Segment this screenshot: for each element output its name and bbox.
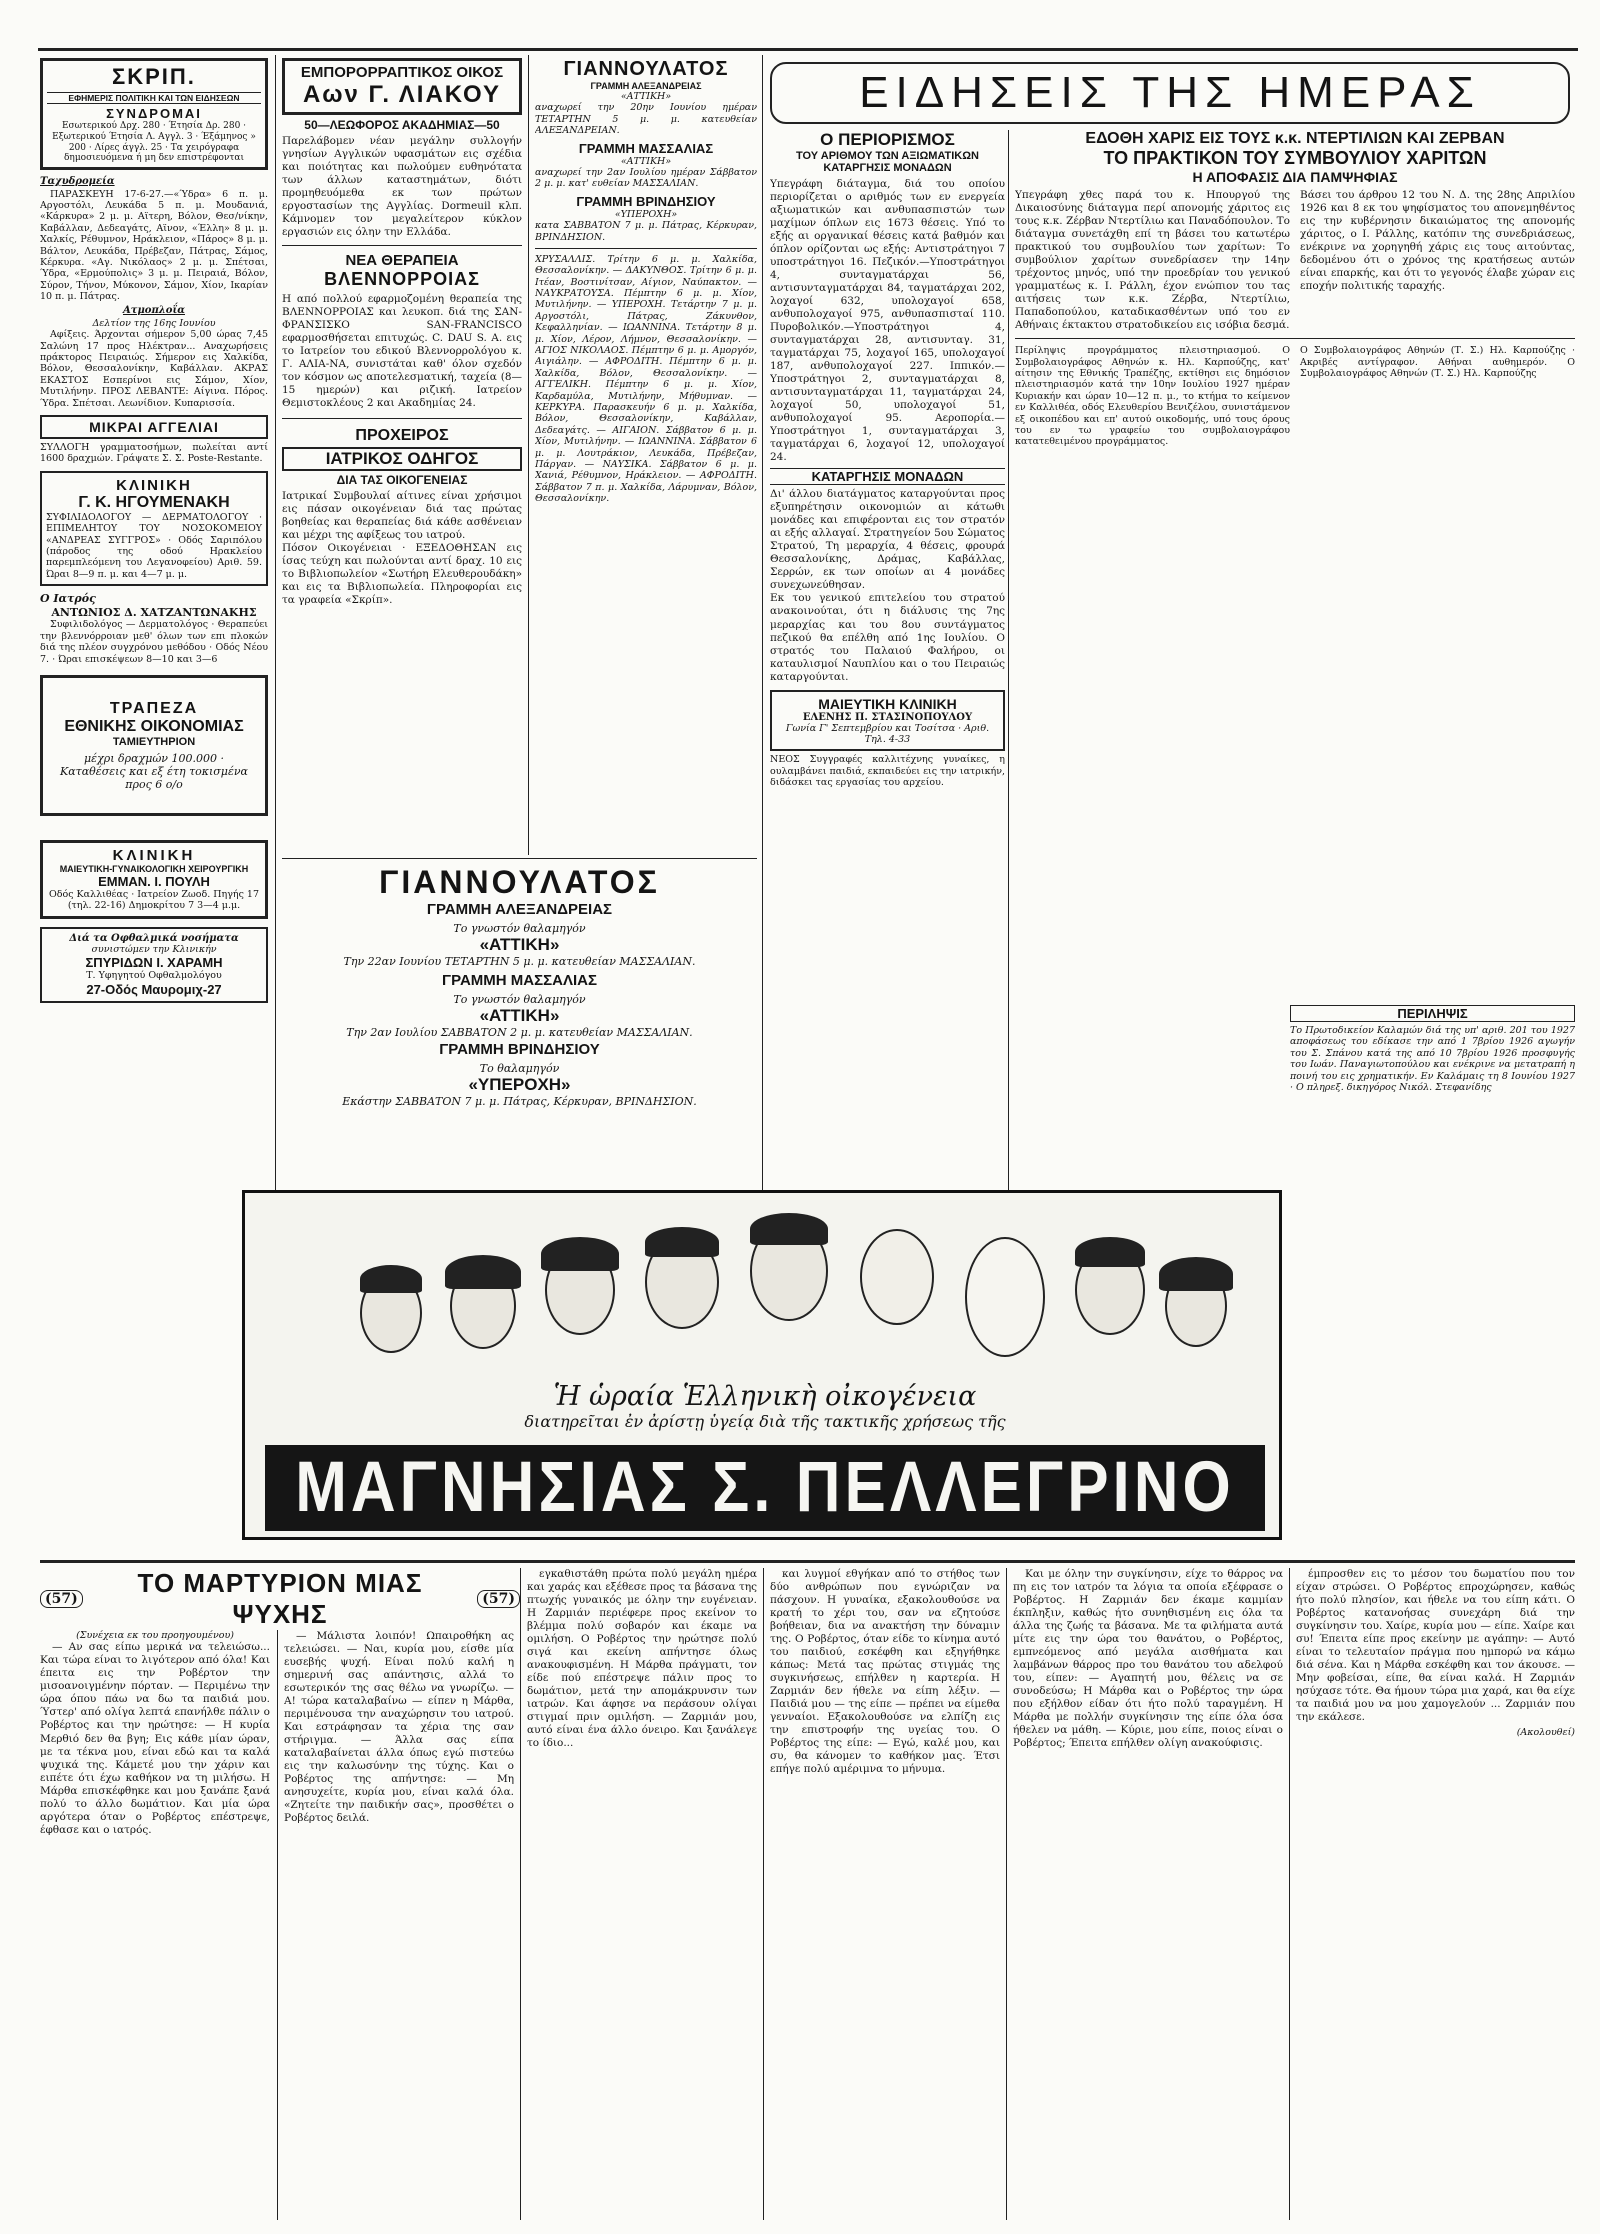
eye-text: συνιστώμεν την Κλινικήν [91, 943, 217, 955]
hair-woman-1 [445, 1255, 521, 1289]
column-3 [535, 58, 757, 853]
story-column-6 [1296, 1568, 1575, 2220]
story-column-4 [770, 1568, 1000, 2220]
g1-ship-2: «ΑΤΤΙΚΗ» [620, 155, 672, 167]
clinic-2-title: ΚΛΙΝΙΚΗ [112, 846, 196, 864]
maternity-clinic-box [770, 690, 1005, 752]
story-rule-5 [1289, 1568, 1290, 2220]
family-illustration [245, 1193, 1282, 1383]
news-title: ΕΙΔΗΣΕΙΣ ΤΗΣ ΗΜΕΡΑΣ [770, 62, 1570, 124]
banner-tagline-2: διατηρεῖται ἐν ἀρίστῃ ὑγείᾳ διὰ τῆς τακτικῆς χρήσεως τῆς [524, 1412, 1006, 1431]
mid-line-3: ΓΡΑΜΜΗ ΒΡΙΝΔΗΣΙΟΥ [439, 1041, 600, 1058]
therapy-title-1: ΝΕΑ ΘΕΡΑΠΕΙΑ [345, 252, 459, 270]
story-column-5 [1013, 1568, 1283, 2220]
doctor-name: ΑΝΤΩΝΙΟΣ Δ. ΧΑΤΖΑΝΤΩΝΑΚΗΣ [51, 605, 257, 619]
shop-title-2: Αων Γ. ΛΙΑΚΟΥ [302, 81, 502, 108]
g1-line-1: ΓΡΑΜΜΗ ΑΛΕΞΑΝΔΡΕΙΑΣ [590, 81, 702, 91]
story-continued: (Ακολουθεί) [1516, 1727, 1575, 1739]
maternity-clinic-address: Γωνία Γ' Σεπτεμβρίου και Τοσίτσα · Αριθ. Τηλ. 4-33 [785, 722, 990, 745]
steamers-heading: Ατμοπλοΐα [122, 305, 185, 317]
masthead-title: ΣΚΡΙΠ. [112, 64, 196, 89]
mid-ship-1: «ΑΤΤΙΚΗ» [479, 935, 560, 954]
doctor-heading: Ο Ιατρός [40, 592, 96, 606]
guide-text-2: Πόσον Οικογένειαι · ΕΞΕΔΟΘΗΣΑΝ εις ίσας τεύχη και πωλούνται αντί δραχ. 10 εις το Βιβλιοπωλείον «Σωτήρη Ελευθερουδάκη» και εις τα Βιβλιοπωλεία. Πληροφορίαι εις τα γραφεία «Σκρίπ». [282, 542, 522, 607]
story-rule-3 [763, 1568, 764, 2220]
face-grandmother [860, 1229, 934, 1325]
col2-rule-b [282, 418, 522, 419]
bank-text: μέχρι δραχμών 100.000 · Καταθέσεις και εξ έτη τοκισμένα προς 6 ο/ο [60, 751, 248, 791]
story-header [40, 1568, 520, 1628]
pardon-title-1: ΕΔΟΘΗ ΧΑΡΙΣ ΕΙΣ ΤΟΥΣ κ.κ. ΝΤΕΡΤΙΛΙΩΝ ΚΑΙ ΖΕΡΒΑΝ [1085, 130, 1505, 147]
trains-heading: Ταχυδρομεία [40, 176, 115, 188]
banner-product: ΜΑΓΝΗΣΙΑΣ Σ. ΠΕΛΛΕΓΡΙΝΟ [295, 1447, 1235, 1528]
bank-name-2: ΕΘΝΙΚΗΣ ΟΙΚΟΝΟΜΙΑΣ [64, 717, 244, 735]
small-ads-heading: ΜΙΚΡΑΙ ΑΓΓΕΛΙΑΙ [89, 419, 219, 435]
small-ads-text: ΣΥΛΛΟΓΗ γραμματοσήμων, πωλείται αντί 1600 δραχμών. Γράψατε Σ. Σ. Poste-Restante. [40, 442, 268, 465]
story-number-left: (57) [40, 1590, 83, 1608]
subscriptions-text: Εσωτερικού Δρχ. 280 · Έτησία Δρ. 280 · Εξωτερικού Έτησία Λ. Αγγλ. 3 · Έξάμηνος » 200 · Λίρες άγγλ. 25 · Τα χειρόγραφα δημοσιευόμενα ή μη δεν επιστρέφονται [52, 121, 256, 164]
story-title: ΤΟ ΜΑΡΤΥΡΙΟΝ ΜΙΑΣ ΨΥΧΗΣ [137, 1568, 423, 1628]
notary-text: Ο Συμβολαιογράφος Αθηνών (Τ. Σ.) Ηλ. Καρπούζης · Ακριβές αντίγραφον. Αθήναι αυθημερόν. Ο Συμβολαιογράφος Αθηνών (Τ. Σ.) Ηλ. Καρπούζης [1300, 345, 1575, 379]
mid-ship-3: «ΥΠΕΡΟΧΗ» [468, 1075, 571, 1094]
article-2-text: Δι' άλλου διατάγματος καταργούνται προς εξυπηρέτησιν οικονομιών αι κάτωθι μονάδες και επιφέρονται εις τον στρατόν αι εξής αλλαγαί. Στρατηγείον 5ου Σώματος Στρατού, Τη μεραρχία, 4 θέσεις, φρουρά Θεσσαλονίκης, Δράμας, Καβάλλας, Σερρών, εκ των οποίων αι 4 μονάδες συνεχωνεύθησαν. [770, 488, 1005, 592]
eye-name: ΣΠΥΡΙΔΩΝ Ι. ΧΑΡΑΜΗ [85, 955, 223, 971]
face-grandfather [965, 1237, 1045, 1357]
column-1 [40, 58, 268, 1188]
subscriptions-heading: ΣΥΝΔΡΟΜΑΙ [106, 106, 202, 121]
pellegrino-banner [242, 1190, 1282, 1540]
g1-line-3: ΓΡΑΜΜΗ ΒΡΙΝΔΗΣΙΟΥ [576, 193, 716, 209]
trains-text: ΠΑΡΑΣΚΕΥΗ 17-6-27.—«Ύδρα» 6 π. μ. Αργοστόλι, Λευκάδα 5 π. μ. Μουδανιά, «Κάρκυρα» 2 μ. μ. Αϊτερη, Βόλον, Θεσ/νίκην, Καβάλλαν, Δεδεαγάτς, Αϊνον, «Έλλη» 8 μ. μ. Χαλκίς, Ρέθυμνον, Ηράκλειον, «Πάρος» 8 μ. μ. Βάλτον, Λευκάδα, Πρέβεζαν, Πάτρας, Σάμος, Κέρκυρα. «Αγ. Νικόλαος» 2 μ. μ. Σπέτσαι, Ύδρα, «Ερμούπολις» 3 μ. μ. Πειραιά, Βόλον, Σύρον, Τήνον, Μύκονον, Σάμον, Χίον, Ικαρίαν 10 π. μ. Πάτρας. [40, 188, 268, 303]
clinic-1-name: Γ. Κ. ΗΓΟΥΜΕΝΑΚΗ [78, 493, 230, 511]
story-number-right: (57) [477, 1590, 520, 1608]
bank-box [40, 675, 268, 816]
col2-rule-a [282, 245, 522, 246]
right-rule [1015, 338, 1575, 339]
guide-title-2: ΙΑΤΡΙΚΟΣ ΟΔΗΓΟΣ [282, 447, 522, 471]
therapy-title-2: ΒΛΕΝΝΟΡΡΟΙΑΣ [324, 269, 480, 290]
news-masthead [770, 62, 1570, 124]
mid-sub-1: Το γνωστόν θαλαμηγόν [453, 922, 586, 935]
steamers-text: Αφίξεις. Άρχονται σήμερον 5,00 ώρας 7,45 Σαλώνη 17 προς Ηλέκτραν... Αναχωρήσεις πράκτορος Πειραιώς. Σήμερον εις Χαλκίδα, Βόλον, Θεσσαλονίκην, Καβάλλαν. ΑΚΡΑΣ ΕΚΑΣΤΟΣ Εσπερίνοι εις Σάμον, Χίον, Μυτιλήνην. ΠΡΟΣ ΛΕΒΑΝΤΕ: Αίγινα. Πόρος. Ύδρα. Σπέτσαι. Λεωνίδιον. Κυπαρισσία. [40, 329, 268, 409]
banner-tagline [395, 1381, 1135, 1441]
clinic-1-box [40, 471, 268, 586]
pardon-title-3: Η ΑΠΟΦΑΣΙΣ ΔΙΑ ΠΑΜΨΗΦΙΑΣ [1192, 169, 1398, 185]
news-column [770, 130, 1005, 1185]
hair-man-2 [645, 1227, 719, 1257]
story-column-1 [40, 1630, 270, 2220]
summary-title: ΠΕΡΙΛΗΨΙΣ [1290, 1005, 1575, 1022]
rule-3 [762, 55, 763, 1190]
small-ads-box [40, 415, 268, 439]
shop-title-1: ΕΜΠΟΡΟΡΡΑΠΤΙΚΟΣ ΟΙΚΟΣ [300, 64, 504, 81]
banner-product-bar [265, 1445, 1265, 1531]
story-text-2: — Μάλιστα λοιπόν! Ωπαιροθήκη ας τελειώσει. — Ναι, κυρία μου, είσθε μία ευσεβής ψυχή. Είναι πολύ καλή η σημερινή σας απάντησις, αλλά το εσωτερικόν της σας θέλω να γνωρίζω. — Α! τώρα καταλαβαίνω — είπεν η Μάρθα, περιμένουσα την αναχώρησιν του ιατρού. Και εστράφησαν τα χέρια της σαν στήριγμα. — Άλλα σας είπα καταλαβαίνεται άλλα όπως εγώ πιστεύω εις την καλωσύνην της τύχης. Και ο Ροβέρτος της απήντησε: — Μη ανησυχείτε, κυρία μου, είναι καλά όλα. «Ζητείτε την παιδικήν σας», προσθέτει ο Ροβέρτος δειλά. [284, 1630, 514, 1825]
mid-line-2: ΓΡΑΜΜΗ ΜΑΣΣΑΛΙΑΣ [442, 972, 597, 989]
mid-text-3: Εκάστην ΣΑΒΒΑΤΟΝ 7 μ. μ. Πάτρας, Κέρκυραν, ΒΡΙΝΔΗΣΙΟΝ. [342, 1095, 697, 1108]
mid-ship-2: «ΑΤΤΙΚΗ» [479, 1006, 560, 1025]
story-column-2 [284, 1630, 514, 2220]
pardon-title-2: ΤΟ ΠΡΑΚΤΙΚΟΝ ΤΟΥ ΣΥΜΒΟΥΛΙΟΥ ΧΑΡΙΤΩΝ [1103, 148, 1487, 168]
bank-name-1: ΤΡΑΠΕΖΑ [109, 699, 199, 717]
article-2-title: ΚΑΤΑΡΓΗΣΙΣ ΜΟΝΑΔΩΝ [770, 468, 1005, 485]
auction-text: Περίληψις προγράμματος πλειστηριασμού. Ο Συμβολαιογράφος Αθηνών κ. Ηλ. Καρπούζης, κατ' αίτησιν της Εθνικής Τραπέζης, εκτίθησι εις δημόσιον πλειστηριασμόν κατά την 10ην Ιουλίου 1927 ημέραν Κυριακήν και ώραν 10—12 π. μ., το κτήμα το κείμενον εν Καλλιθέα, οδός Ελευθερίου Βενιζέλου, συνιστάμενον εξ οικοπέδου και επ' αυτού οικοδομής, υπό τους όρους του εν τω γραφείω του συμβολαιογράφου κατατεθειμένου προγράμματος. [1015, 345, 1290, 448]
story-rule-1 [277, 1630, 278, 2220]
maternity-clinic-title: ΜΑΙΕΥΤΙΚΗ ΚΛΙΝΙΚΗ [818, 695, 957, 712]
pardon-text-1: Υπεγράφη χθες παρά του κ. Ηπουργού της Δικαιοσύνης διάταγμα περί απονομής χάριτος εις τους κ.κ. Ζέρβαν Ντερτίλιω και Παναδόπουλον. Το διάταγμα συνετάχθη επί τη βάσει του κατωτέρω πρακτικού του συμβουλίου των χαρίτων: Το συμβούλιον χαρίτων συνεδρίασεν την 14ην τρέχοντος μηνός, υπό την προεδρίαν του γενικού γραμματέως κ. Ι. Ράλλη, έχον ενώπιον του τας αιτήσεις των κ.κ. Ζέρβα, Ντερτίλιω, Παπαδοπούλου, καταδικασθέντων υπό του εν Αθήναις έκτακτου στρατοδικείου εις ισόβια δεσμά. [1015, 189, 1290, 332]
rule-2 [528, 55, 529, 855]
g1-text-1: αναχωρεί την 20ην Ιουνίου ημέραν ΤΕΤΑΡΤΗΝ 5 μ. μ. κατευθείαν ΑΛΕΞΑΝΔΡΕΙΑΝ. [535, 102, 757, 137]
rule-4 [1008, 130, 1009, 1190]
guide-title-3: ΔΙΑ ΤΑΣ ΟΙΚΟΓΕΝΕΙΑΣ [336, 473, 468, 488]
giannoulatos-title-1: ΓΙΑΝΝΟΥΛΑΤΟΣ [563, 58, 729, 80]
giannoulatos-ad [282, 864, 757, 1184]
banner-tagline-1: Ἡ ὡραία Ἑλληνικὴ οἰκογένεια [553, 1381, 977, 1412]
rule-1 [275, 55, 276, 1190]
mid-sub-3: Το θαλαμηγόν [479, 1062, 560, 1075]
mid-text-1: Την 22αν Ιουνίου ΤΕΤΑΡΤΗΝ 5 μ. μ. κατευθείαν ΜΑΣΣΑΛΙΑΝ. [343, 955, 696, 968]
story-text-1: — Αν σας είπω μερικά να τελειώσω... Και τώρα είναι το λιγότερον από όλα! Και έπειτα εις την Ροβέρτον την μισοανοιγμένην πόρταν. — Περιμένω την ώρα όπου πάω να δω τα παιδιά μου. Ύστερ' από ολίγα λεπτά επανήλθε πάλιν ο Ροβέρτος και την ηρώτησε: — Η κυρία Μερθιό δεν θα βγη; Εις κάθε μίαν ώραν, με τα τέκνα μου, είναι εδώ και τα καλά ψυχικά της. Κάμετέ μου την χάριν και ειπέτε ότι έχω καθήκον να τη μιλήσω. Η Μάρθα επισκέφθηκε και μου ξανάπε ξανά πολύ το άλλο δωμάτιον. Και μία ώρα αργότερα όταν ο Ροβέρτος επέστρεψε, έφθασε και ο ιατρός. [40, 1641, 270, 1836]
guide-title-1: ΠΡΟΧΕΙΡΟΣ [355, 427, 449, 445]
story-column-3 [527, 1568, 757, 2220]
hair-boy [1075, 1237, 1145, 1267]
masthead-box [40, 58, 268, 170]
guide-text: Ιατρικαί Συμβουλαί αίτινες είναι χρήσιμοι εις πάσαν οικογένειαν διά τας πρώτας βοηθείας και θεραπείας διά κάθε ασθένειαν και μέχρι της αφίξεως του ιατρού. [282, 490, 522, 542]
shop-address: 50—ΛΕΩΦΟΡΟΣ ΑΚΑΔΗΜΙΑΣ—50 [304, 118, 500, 132]
clinic-2-name: ΕΜΜΑΝ. Ι. ΠΟΥΛΗ [98, 873, 210, 889]
story-rule-2 [520, 1568, 521, 2220]
clinic-1-text: ΣΥΦΙΛΙΔΟΛΟΓΟΥ — ΔΕΡΜΑΤΟΛΟΓΟΥ · ΕΠΙΜΕΛΗΤΟΥ ΤΟΥ ΝΟΣΟΚΟΜΕΙΟΥ «ΑΝΔΡΕΑΣ ΣΥΓΓΡΟΣ» · Οδός Σαριπόλου (πάροδος της οδού Ηρακλείου παρεμπλεόμενη του Λεγανοφείου) Αριθ. 59. Ώραι 8—9 π. μ. και 4—7 μ. μ. [46, 511, 262, 580]
clinic-2-text: Οδός Καλλιθέας · Ιατρείον Ζωοδ. Πηγής 17 (τηλ. 22-16) Δημοκρίτου 7 3—4 μ.μ. [48, 888, 260, 912]
hair-girl [1159, 1257, 1233, 1291]
story-text-3: εγκαθιστάθη πρώτα πολύ μεγάλη ημέρα και χαράς και εξέθεσε προς τα βάσανα της πτωχής γυναικός με όλην την ευγένειαν. Η Ζαρμιάν περιέφερε προς εκείνον το βλέμμα πολύ σοβαρόν και έκαμε να ομιλήση. Ο Ροβέρτος την ηρώτησε πολύ σιγά και εκείνη απήντησε όλως ανακουφισμένη. Η Μάρθα πράγματι, τον είδε πού επέστρεψε πάλιν προς το δωμάτιον, μετά την απομάκρυνσιν των ιατρών. Και άφησε να περάσουν ολίγαι στιγμαί πριν ομιλήση. — Ζαρμιάν μου, αυτό είναι ένα άλλο όνειρο. Και ξανάλεγε το ίδιο... [527, 1568, 757, 1750]
article-3-text: Εκ του γενικού επιτελείου του στρατού ανακοινούται, ότι η διάλυσις της 7ης μεραρχίας και του 8ου συντάγματος πεζικού θα επέλθη από 1ης Ιουλίου. Ο στρατός του Παλαιού Φαλήρου, οι καταυλισμοί Ναυπλίου και ο του Πειραιώς καταργούνται. [770, 592, 1005, 683]
mid-ad-top-rule [282, 858, 757, 859]
maternity-clinic-name: ΕΛΕΝΗΣ Π. ΣΤΑΣΙΝΟΠΟΥΛΟΥ [802, 711, 973, 723]
article-1-text: Υπεγράφη διάταγμα, διά του οποίου περιορίζεται ο αριθμός των εν ενεργεία αξιωματικών και ανθυπασπιστών των μαχίμων όπλων εις 1673 θέσεις. Υπό το εξής αι οργανικαί θέσεις κατά βαθμόν και όπλον ορίζονται ως εξής: Αντιστράτηγοι 7 υποστράτηγοι 16. Πεζικόν.—Υποστράτηγοι 4, συνταγματάρχαι 56, αντισυνταγματάρχαι 84, ταγματάρχαι 202, λοχαγοί 632, υπολοχαγοί 658, ανθυπολοχαγοί 975, ανθυπασπισταί 110. Πυροβολικόν.—Υποστράτηγοι 4, συνταγματάρχαι 28, αντισυνταγ. 31, ταγματάρχαι 75, λοχαγοί 165, υπολοχαγοί 187, ανθυπολοχαγοί 227. Ιππικόν.—Υποστράτηγοι 2, συνταγματάρχαι 8, αντισυνταγματάρχαι 11, ταγματάρχαι 24, λοχαγοί 50, υπολοχαγοί 51, ανθυπολοχαγοί 95. Αεροπορία.—Υποστράτηγοι 1, συνταγματάρχαι 3, ταγματάρχαι 6, λοχαγοί 12, υπολοχαγοί 24. [770, 178, 1005, 464]
mid-sub-2: Το γνωστόν θαλαμηγόν [453, 993, 586, 1006]
story-text-6: έμπροσθεν εις το μέσον του δωματίου που τον είχαν στρώσει. Ο Ροβέρτος επροχώρησεν, καθώς ήτο πολύ πλησίον, και ήθελε να του είπη κάτι. Ο Ροβέρτος κατανοήσας συνεχάρη διά την συγκίνησιν του. Χαίρε, κυρία μου — είπε. Χαίρε και συ! Έπειτα είπε προς εκείνην με αγάπην: — Αυτό είναι το τελευταίον πράγμα που ημπορώ να κάμω διά σένα. Και η Μάρθα εσκέφθη και τον άκουσε. — Μην φοβείσαι, είπε, θα είναι καλά. Η Ζαρμιάν ησύχασε τότε. Θα ήμουν τώρα μια χαρά, και θα είχε τα παιδιά μου να μου χαμογελούν ... Ζαρμιάν που την εκάλεσε. [1296, 1568, 1575, 1724]
story-rule-4 [1006, 1568, 1007, 2220]
pardon-text-2: Βάσει του άρθρου 12 του Ν. Δ. της 28ης Απριλίου 1926 και 8 εκ του ψηφίσματος του απονεμηθέντος εις την κυβέρνησιν δικαιώματος της απονομής χάριτος, ο Ι. Ράλλης, κατόπιν της συνεδριάσεως, ενέκρινε να χορηγηθή χάρις εις τους αιτούντας, δεδομένου ότι ο χρόνος της κρατήσεως αυτών είναι επαρκής, και ότι το γεγονός έλαβε χώραν εις εποχήν πολιτικής ταραχής. [1300, 189, 1575, 293]
article-1-title: Ο ΠΕΡΙΟΡΙΣΜΟΣ [820, 130, 955, 149]
column-2 [282, 58, 522, 858]
story-text-4: και λυγμοί εθγήκαν από το στήθος των δύο ανθρώπων που εγνώριζαν να πάσχουν. Η γυναίκα, εξακολουθούσε να κρατή το χέρι του, σαν να εζητούσε βοήθειαν, δια να ανακτήση την δύναμιν της. Ο Ροβέρτος, όταν είδε το κίνημα αυτό του παιδιού, εσκέφθη και εξηγήθηκε κάπως: Μετά τας πρώτας στιγμάς της συγκινήσεως, επήλθεν η καρτερία. Η Ζαρμιάν δεν ήθελε να είπη λέξιν. — Παιδιά μου — της είπε — πρέπει να είμεθα γενναίοι. Εξακολουθούσε να ελπίζη εις την επιστροφήν της υγείας του. Ο Ροβέρτος της είπε: — Εγώ, καλέ μου, και συ, θα κάνομεν το καθήκον μας. Έτσι επήγε πολύ αμέριμνα το μήνυμα. [770, 1568, 1000, 1776]
steamers-sub: Δελτίον της 16ης Ιουνίου [92, 317, 216, 329]
article-1-subtitle: ΤΟΥ ΑΡΙΘΜΟΥ ΤΩΝ ΑΞΙΩΜΑΤΙΚΩΝ ΚΑΤΑΡΓΗΣΙΣ ΜΟΝΑΔΩΝ [796, 150, 979, 174]
summary-text: Το Πρωτοδικείον Καλαμών διά της υπ' αριθ. 201 του 1927 αποφάσεως του εδίκασε την από 1 7βρίου 1926 αγωγήν του Σ. Σπάνου κατά της από 10 7βρίου 1926 προσφυγής του Ιωάν. Παναγιωτοπούλου και ενέκρινε να μετατραπή η ποινή του εις χρηματικήν. Εν Καλάμαις τη 8 Ιουνίου 1927 · Ο πληρεξ. δικηγόρος Νικόλ. Στεφανίδης [1290, 1025, 1575, 1093]
clinic-2-box [40, 840, 268, 919]
story-top-rule [40, 1560, 1575, 1563]
hair-man-3 [750, 1213, 828, 1245]
maternity-clinic-text: ΝΕΟΣ Συγγραφές καλλιτέχνης γυναίκες, η ουλαμβάνει παιδιά, εκπαιδεύει εις την ιατρικήν, διδάσκει τας εργασίας του αρχείου. [770, 754, 1005, 789]
eye-sub: Τ. Υφηγητού Οφθαλμολόγου [86, 970, 222, 982]
g1-ship-1: «ΑΤΤΙΚΗ» [620, 91, 672, 102]
doctor-text: Συφιλιδολόγος — Δερματολόγος · Θεραπεύει την βλεννόρροιαν μεθ' όλων των επι πλοκών διά της πλέον συγχρόνου μεθόδου · Οδός Νέου 7. · Ώραι επισκέψεων 8—10 και 3—6 [40, 619, 268, 665]
g1-ship-3: «ΥΠΕΡΟΧΗ» [614, 208, 678, 220]
g1-text-2: αναχωρεί την 2αν Ιουλίου ημέραν Σάββατον 2 μ. μ. κατ' ευθείαν ΜΑΣΣΑΛΙΑΝ. [535, 166, 757, 190]
story-continuation: (Συνέχεια εκ του προηγουμένου) [76, 1630, 234, 1641]
masthead-subtitle: ΕΦΗΜΕΡΙΣ ΠΟΛΙΤΙΚΗ ΚΑΙ ΤΩΝ ΕΙΔΗΣΕΩΝ [47, 92, 261, 104]
clinic-2-sub: ΜΑΙΕΥΤΙΚΗ-ΓΥΝΑΙΚΟΛΟΓΙΚΗ ΧΕΙΡΟΥΡΓΙΚΗ [59, 863, 249, 874]
top-border [38, 48, 1578, 51]
mid-text-2: Την 2αν Ιουλίου ΣΑΒΒΑΤΟΝ 2 μ. μ. κατευθείαν ΜΑΣΣΑΛΙΑΝ. [346, 1026, 693, 1039]
eye-address: 27-Οδός Μαυρομιχ-27 [86, 981, 222, 997]
bank-name-3: ΤΑΜΙΕΥΤΗΡΙΟΝ [112, 735, 196, 748]
g1-text-3: κατα ΣΑΒΒΑΤΟΝ 7 μ. μ. Πάτρας, Κέρκυραν, ΒΡΙΝΔΗΣΙΟΝ. [535, 220, 757, 243]
therapy-text: Η από πολλού εφαρμοζομένη θεραπεία της ΒΛΕΝΝΟΡΡΟΙΑΣ και λευκοπ. διά της ΣΑΝ-ΦΡΑΝΣΙΣΚΟ SAN-FRANCISCO εφαρμοσθήσεται επιτυχώς. C. DAU S. A. εις το Ιατρείον του εδικού Βλεννορρολόγου κ. Γ. ΑΛΙΑ-ΝΑ, συνιστάται καθ' όλον σχεδόν τον κόσμον ως αποτελεσματική, ταχεία (8—15 ημερών) και ριζική. Ιατρείον Θεμιστοκλέους 2 και Ακαδημίας 24. [282, 293, 522, 410]
clinic-1-title: ΚΛΙΝΙΚΗ [116, 476, 192, 494]
hair-man-1 [360, 1265, 422, 1293]
shop-ad-header [282, 58, 522, 115]
col3-rule [535, 248, 757, 249]
coastal-routes: ΧΡΥΣΑΛΛΙΣ. Τρίτην 6 μ. μ. Χαλκίδα, Θεσσαλονίκην. — ΔΑΚΥΝΘΟΣ. Τρίτην 6 μ. μ. Ιτέαν, Βοστινίτσαν, Αίγιον, Ναύπακτον. — ΝΑΥΚΡΑΤΟΥΣΑ. Πέμπτην 6 μ. μ. Χίον, Μυτιλήνην. — ΥΠΕΡΟΧΗ. Τετάρτην 7 μ. μ. Αργοστόλι, Πάτρας, Ζάκυνθον, Κεφαλληνίαν. — ΙΩΑΝΝΙΝΑ. Τετάρτην 8 μ. μ. Χίον, Λέρον, Λήμνον, Θεσσαλονίκην. — ΑΓΙΟΣ ΝΙΚΟΛΑΟΣ. Πέμπτην 6 μ. μ. Αμοργόν, Αιγιάλην. — ΑΦΡΟΔΙΤΗ. Πέμπτην 6 μ. μ. Χαλκίδα, Βόλον, Θεσσαλονίκην. — ΑΓΓΕΛΙΚΗ. Πέμπτην 6 μ. μ. Χίον, Καρδαμύλα, Μυτιλήνην, Μήθυμναν. — ΚΕΡΚΥΡΑ. Παρασκευήν 6 μ. μ. Χαλκίδα, Βόλον, Θεσσαλονίκην, Καβάλλαν, Δεδεαγάτς. — ΑΙΓΑΙΟΝ. Σάββατον 6 μ. μ. Χίον, Μυτιλήνην. — ΙΩΑΝΝΙΝΑ. Σάββατον 6 μ. μ. Λουτράκιον, Λευκάδα, Πρέβεζαν, Πάργαν. — ΝΑΥΣΙΚΑ. Σάββατον 6 μ. μ. Χανιά, Ρέθυμνον, Ηράκλειον. — ΑΦΡΟΔΙΤΗ. Σάββατον 7 π. μ. Χαλκίδα, Λάρυμναν, Βόλον, Θεσσαλονίκην. [535, 253, 757, 505]
summary-box [1290, 1005, 1575, 1185]
eye-heading: Διά τα Οφθαλμικά νοσήματα [69, 932, 239, 944]
giannoulatos-title-2: ΓΙΑΝΝΟΥΛΑΤΟΣ [379, 864, 660, 900]
story-text-5: Και με όλην την συγκίνησιν, είχε το θάρρος να πη εις τον ιατρόν τα λόγια τα οποία εξέφρασε ο Ροβέρτος. Η Ζαρμιάν δεν έκαμε καμμίαν έκπληξιν, καθώς ήτο συνηθισμένη εις όλα τα άλλα της ζωής τα βάσανα. Με τα φιλήματα αυτά μίτε εις την ώρα του θανάτου, ο Ροβέρτος, εμπνεόμενος από μεγάλα αισθήματα και λαμβάνων θάρρος προ του θανάτου του αδελφού του, είπεν: — Αγαπητή μου, θέλεις να σε συνοδεύσω; Η Μάρθα και ο Ροβέρτος την ώρα που εξήλθον είδαν ότι ήτο πολύ ταραγμένη. Η Μάρθα με πολλήν συγκίνησιν της είπε όλα όσα ήθελεν να μάθη. — Κύριε, μου είπε, ποιος είναι ο Ροβέρτος; Έπειτα επήλθεν ολίγη ανακούφισις. [1013, 1568, 1283, 1750]
eye-clinic-box [40, 927, 268, 1003]
mid-line-1: ΓΡΑΜΜΗ ΑΛΕΞΑΝΔΡΕΙΑΣ [426, 901, 613, 918]
g1-line-2: ΓΡΑΜΜΗ ΜΑΣΣΑΛΙΑΣ [578, 140, 714, 156]
hair-woman-2 [541, 1237, 619, 1271]
shop-text: Παρελάβομεν νέαν μεγάλην συλλογήν γνησίων Αγγλικών υφασμάτων εις σχέδια και ποιότητας και πωλούμεν ευθηνότατα των άλλων καταστημάτων, διότι προμηθευόμεθα εκ των πρώτων εργοστασίων της Αγγλίας. Dormeuil κλπ. Κάμνομεν τον μεγαλείτερον κύκλον εργασιών εις όλην την Ελλάδα. [282, 135, 522, 239]
